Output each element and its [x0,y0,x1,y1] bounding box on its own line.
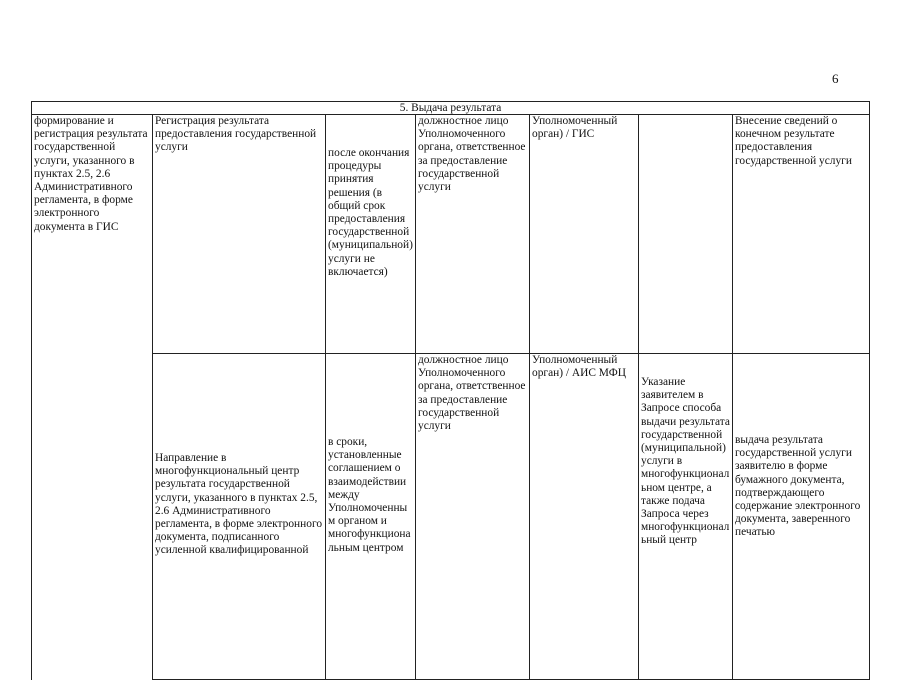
term-text: в сроки, установленные соглашением о взаимодействии между Уполномоченным органом и многофункциональным центром [328,436,411,554]
place-cell [530,354,639,680]
table-row [32,354,870,680]
responsible-text: должностное лицо Уполномоченного органа, ответственное за предоставление государственной услуги [418,115,526,194]
result-text: Внесение сведений о конечном результате предоставления государственной услуги [735,115,852,167]
place-cell [530,115,639,354]
place-text: Уполномоченный орган) / ГИС [532,115,618,141]
procedure-table [31,101,870,680]
action-cell [153,354,326,680]
section-header-row [32,102,870,115]
action-text: Направление в многофункциональный центр результата государственной услуги, указанного в пунктах 2.5, 2.6 Административного регламента, в форме электронного документа, подписанного усиленной квалифицированной [155,452,323,557]
criteria-cell [639,354,733,680]
criteria-cell [639,115,733,354]
responsible-cell [416,354,530,680]
procedure-cell [32,115,153,680]
action-cell [153,115,326,354]
criteria-text: Указание заявителем в Запросе способа выдачи результата государственной (муниципальной) услуги в многофункциональном центре, а также подача Запроса через многофункциональный центр [641,376,730,547]
term-text: после окончания процедуры принятия решения (в общий срок предоставления государственной (муниципальной) услуги не включается) [328,147,413,278]
result-cell [733,115,870,354]
term-cell [326,354,416,680]
place-text: Уполномоченный орган) / АИС МФЦ [532,354,626,380]
page-number: 6 [832,71,839,86]
responsible-text: должностное лицо Уполномоченного органа, ответственное за предоставление государственной услуги [418,354,526,433]
procedure-text: формирование и регистрация результата государственной услуги, указанного в пунктах 2.5, 2.6 Административного регламента, в форме электронного документа в ГИС [34,115,148,233]
section-title: 5. Выдача результата [32,102,870,115]
term-cell [326,115,416,354]
table-row [32,115,870,354]
responsible-cell [416,115,530,354]
result-text: выдача результата государственной услуги заявителю в форме бумажного документа, подтверждающего содержание электронного документа, заверенного печатью [735,434,861,539]
result-cell [733,354,870,680]
action-text: Регистрация результата предоставления государственной услуги [155,115,317,154]
